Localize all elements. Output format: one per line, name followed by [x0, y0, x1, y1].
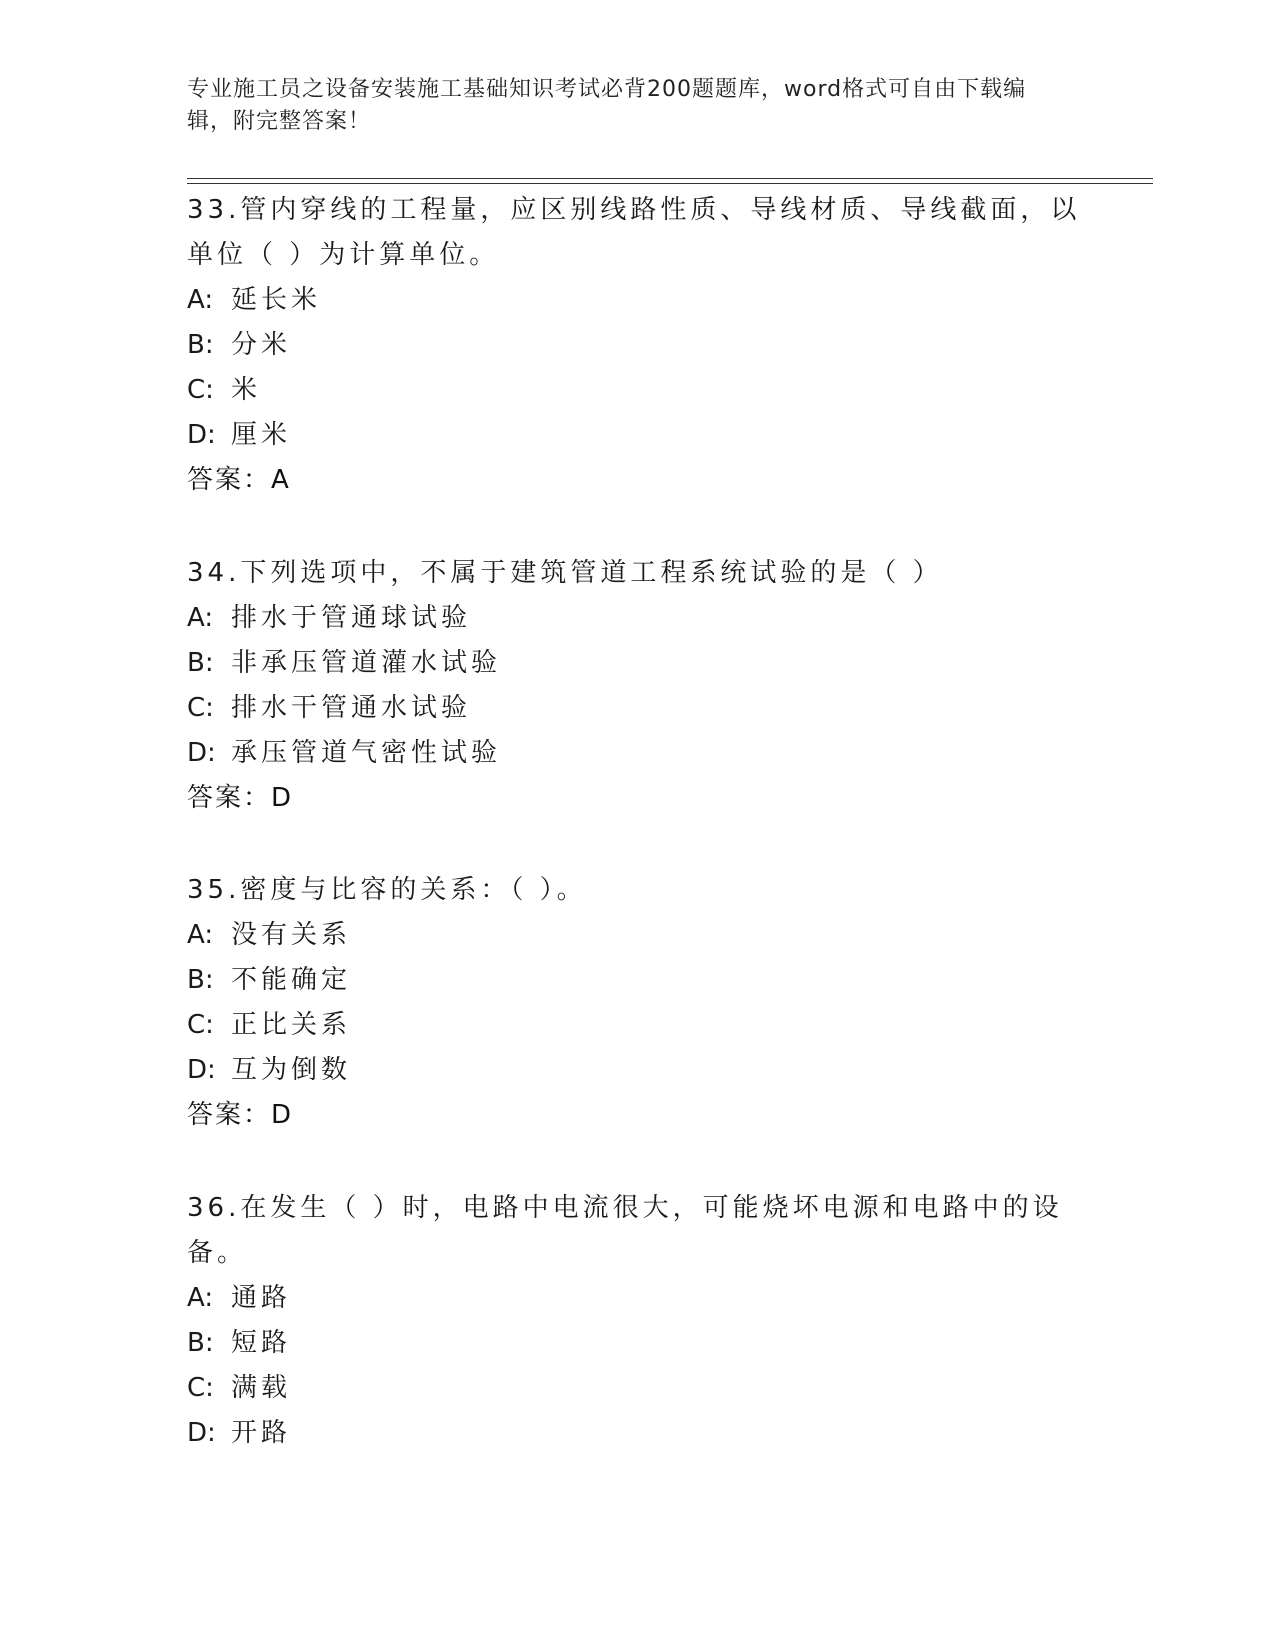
option-text: 承压管道气密性试验: [231, 738, 502, 768]
option-text: 米: [231, 375, 262, 405]
option-letter: C:: [187, 375, 214, 405]
option-a: [187, 596, 1087, 641]
option-text: 排水干管通水试验: [231, 693, 472, 723]
option-letter: A:: [187, 920, 214, 950]
option-letter: D:: [187, 1055, 216, 1085]
question-text: 36.在发生（ ）时，电路中电流很大，可能烧坏电源和电路中的设备。: [187, 1193, 1063, 1268]
option-b: [187, 1321, 1087, 1366]
answer-line: [187, 1093, 1087, 1138]
option-d: [187, 413, 1087, 458]
option-letter: D:: [187, 1418, 216, 1448]
option-letter: A:: [187, 603, 214, 633]
answer-value: D: [271, 1100, 292, 1130]
header-divider-top: [187, 178, 1153, 179]
answer-label: 答案：: [187, 1100, 272, 1130]
option-text: 开路: [231, 1418, 292, 1448]
option-text: 厘米: [231, 420, 292, 450]
option-letter: B:: [187, 1328, 214, 1358]
option-letter: B:: [187, 965, 214, 995]
option-letter: A:: [187, 285, 214, 315]
option-letter: D:: [187, 420, 216, 450]
option-c: [187, 686, 1087, 731]
answer-line: [187, 458, 1087, 503]
option-letter: D:: [187, 738, 216, 768]
question-text: 34.下列选项中，不属于建筑管道工程系统试验的是（ ）: [187, 558, 943, 588]
question-text: 35.密度与比容的关系：（ ）。: [187, 875, 587, 905]
question-35: [187, 868, 1087, 1138]
option-text: 不能确定: [231, 965, 352, 995]
option-text: 正比关系: [231, 1010, 352, 1040]
answer-label: 答案：: [187, 783, 272, 813]
option-text: 没有关系: [231, 920, 352, 950]
question-33: [187, 188, 1087, 503]
option-d: [187, 1411, 1087, 1456]
option-text: 分米: [231, 330, 292, 360]
option-letter: C:: [187, 693, 214, 723]
answer-line: [187, 776, 1087, 821]
option-text: 互为倒数: [231, 1055, 352, 1085]
option-a: [187, 278, 1087, 323]
option-a: [187, 1276, 1087, 1321]
option-text: 通路: [231, 1283, 292, 1313]
option-b: [187, 641, 1087, 686]
option-b: [187, 323, 1087, 368]
option-text: 非承压管道灌水试验: [231, 648, 502, 678]
option-letter: B:: [187, 330, 214, 360]
option-c: [187, 1366, 1087, 1411]
option-letter: C:: [187, 1373, 214, 1403]
answer-value: A: [271, 465, 289, 495]
option-c: [187, 1003, 1087, 1048]
option-d: [187, 731, 1087, 776]
option-b: [187, 958, 1087, 1003]
document-header: 专业施工员之设备安装施工基础知识考试必背200题题库，word格式可自由下载编辑，附完整答案！: [187, 77, 1027, 134]
option-d: [187, 1048, 1087, 1093]
option-letter: A:: [187, 1283, 214, 1313]
option-letter: B:: [187, 648, 214, 678]
option-text: 满载: [231, 1373, 292, 1403]
question-text: 33.管内穿线的工程量，应区别线路性质、导线材质、导线截面，以单位（ ）为计算单位。: [187, 195, 1081, 270]
option-text: 排水于管通球试验: [231, 603, 472, 633]
option-text: 延长米: [231, 285, 322, 315]
option-text: 短路: [231, 1328, 292, 1358]
option-a: [187, 913, 1087, 958]
question-34: [187, 551, 1087, 821]
answer-value: D: [271, 783, 292, 813]
answer-label: 答案：: [187, 465, 272, 495]
header-divider-bottom: [187, 183, 1153, 184]
option-c: [187, 368, 1087, 413]
question-36: [187, 1186, 1087, 1456]
option-letter: C:: [187, 1010, 214, 1040]
